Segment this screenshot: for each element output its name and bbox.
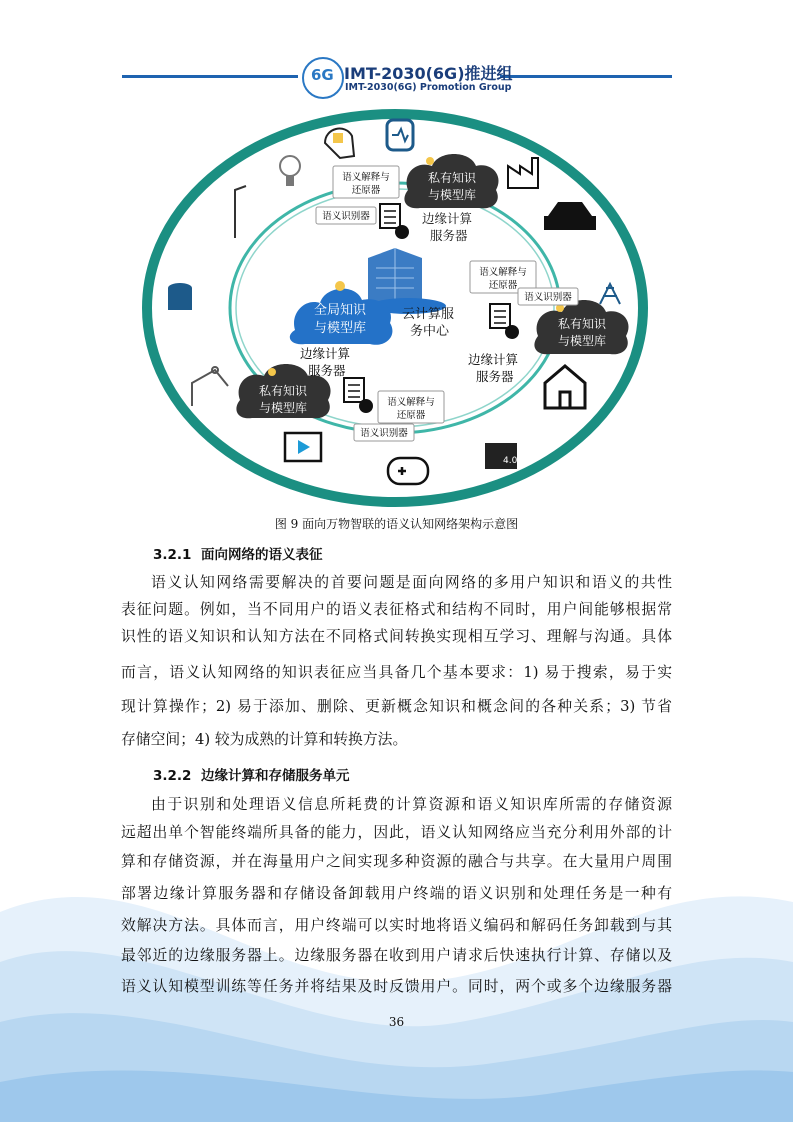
section-title: 边缘计算和存储服务单元 xyxy=(201,768,350,784)
paragraph-line: 现计算操作；2) 易于添加、删除、更新概念知识和概念间的各种关系；3) 节省 xyxy=(121,698,672,715)
cloud-center-label-1: 云计算服 xyxy=(402,307,455,322)
private-kb-left-label-1: 私有知识 xyxy=(258,384,308,398)
paragraph-line: 存储空间；4) 较为成熟的计算和转换方法。 xyxy=(121,731,408,748)
page-number: 36 xyxy=(388,1015,405,1029)
paragraph-line: 最邻近的边缘服务器上。边缘服务器在收到用户请求后快速执行计算、存储以及 xyxy=(121,947,672,964)
database-icon xyxy=(168,283,192,310)
header-rule-right xyxy=(500,75,672,78)
semantic-network-figure xyxy=(140,108,650,508)
org-logo-text: 6G xyxy=(311,66,334,84)
paragraph-line: 表征问题。例如，当不同用户的语义表征格式和结构不同时，用户间能够根据常 xyxy=(121,601,672,618)
paragraph-line: 语义认知模型训练等任务并将结果及时反馈用户。同时，两个或多个边缘服务器 xyxy=(121,978,672,995)
edge-server-right-label-2: 服务器 xyxy=(476,369,514,384)
section-title: 面向网络的语义表征 xyxy=(201,547,323,563)
cloud-center-label-2: 务中心 xyxy=(410,324,450,339)
paragraph-line: 识性的语义知识和认知方法在不同格式间转换实现相互学习、理解与沟通。具体 xyxy=(121,628,672,645)
private-kb-right-label-2: 与模型库 xyxy=(557,334,607,348)
paragraph-line: 算和存储资源，并在海量用户之间实现多种资源的融合与共享。在大量用户周围 xyxy=(121,853,672,870)
global-kb-label-1: 全局知识 xyxy=(313,303,367,318)
paragraph-line: 而言，语义认知网络的知识表征应当具备几个基本要求：1) 易于搜索，易于实 xyxy=(121,664,672,681)
edge-server-left-label-2: 服务器 xyxy=(308,363,346,378)
edge-server-top-label-2: 服务器 xyxy=(430,228,468,243)
section-heading-321 xyxy=(153,543,323,563)
decoder-left-label-2: 还原器 xyxy=(396,410,426,421)
lightbulb-icon xyxy=(268,368,276,376)
decoder-right-label-2: 还原器 xyxy=(488,280,518,291)
industry-icon xyxy=(485,443,518,469)
lightbulb-icon xyxy=(426,157,434,165)
private-kb-left-label-2: 与模型库 xyxy=(258,401,308,415)
private-kb-top-label-1: 私有知识 xyxy=(427,171,477,185)
paragraph-line: 效解决方法。具体而言，用户终端可以实时地将语义编码和解码任务卸载到与其 xyxy=(121,917,672,934)
paragraph-line: 语义认知网络需要解决的首要问题是面向网络的多用户知识和语义的共性 xyxy=(151,574,672,591)
org-name-cn: IMT-2030(6G)推进组 xyxy=(344,64,513,83)
figure-caption: 图 9 面向万物智联的语义认知网络架构示意图 xyxy=(274,517,519,531)
private-kb-right-label-1: 私有知识 xyxy=(557,317,607,331)
recognizer-right-label: 语义识别器 xyxy=(524,292,572,303)
section-number: 3.2.1 xyxy=(153,547,192,563)
paragraph-line: 由于识别和处理语义信息所耗费的计算资源和语义知识库所需的存储资源 xyxy=(151,796,672,813)
section-number: 3.2.2 xyxy=(153,768,192,784)
paragraph-line: 部署边缘计算服务器和存储设备卸载用户终端的语义识别和处理任务是一种有 xyxy=(121,885,672,902)
smartwatch-icon xyxy=(387,120,413,150)
decoder-right-label-1: 语义解释与 xyxy=(479,267,527,278)
decoder-top-label-2: 还原器 xyxy=(351,185,381,196)
header-rule-left xyxy=(122,75,298,78)
global-kb-label-2: 与模型库 xyxy=(313,321,367,336)
edge-server-top-label-1: 边缘计算 xyxy=(422,211,473,226)
section-heading-322 xyxy=(153,764,350,784)
edge-server-right-label-1: 边缘计算 xyxy=(468,352,519,367)
edge-server-left-label-1: 边缘计算 xyxy=(300,346,351,361)
industry-badge: 4.0 xyxy=(503,456,518,466)
paragraph-line: 远超出单个智能终端所具备的能力，因此，语义认知网络应当充分利用外部的计 xyxy=(121,824,672,841)
decoder-left-label-1: 语义解释与 xyxy=(387,397,435,408)
recognizer-top-label: 语义识别器 xyxy=(322,211,370,222)
private-kb-top-label-2: 与模型库 xyxy=(427,188,477,202)
org-name-en: IMT-2030(6G) Promotion Group xyxy=(345,82,512,93)
decoder-top-label-1: 语义解释与 xyxy=(342,172,390,183)
lightbulb-icon xyxy=(335,281,345,291)
recognizer-left-label: 语义识别器 xyxy=(360,428,408,439)
